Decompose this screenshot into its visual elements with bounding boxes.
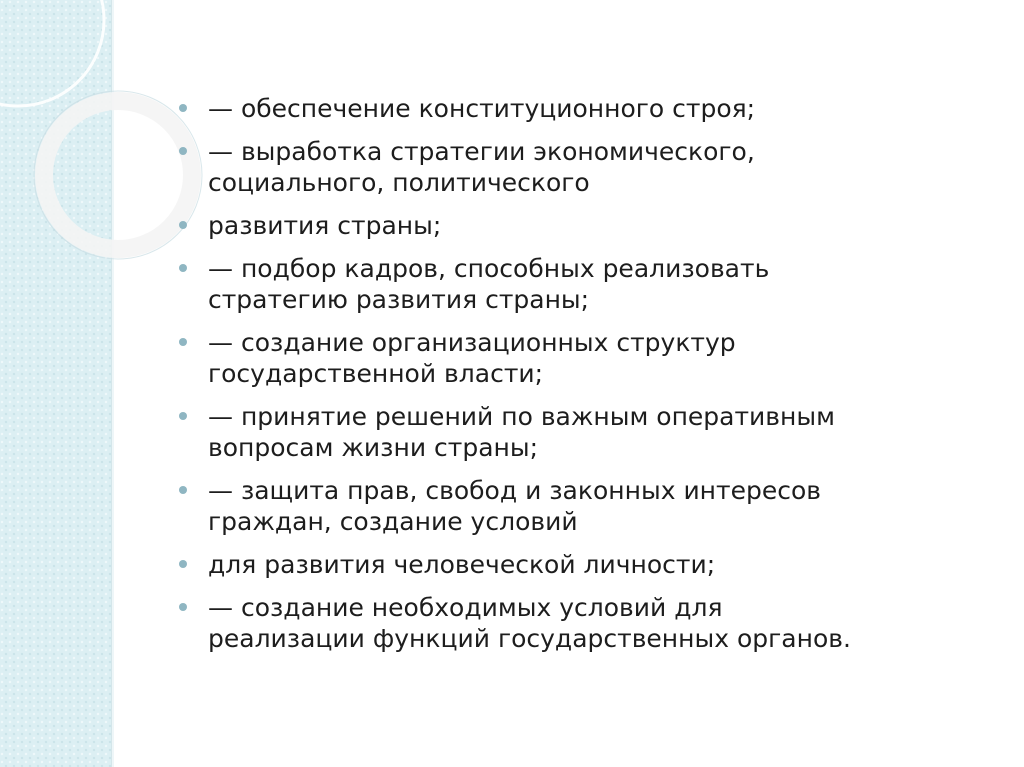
list-item — [170, 475, 990, 537]
bullet-icon — [179, 147, 187, 155]
bullet-icon — [179, 264, 187, 272]
list-item — [170, 93, 990, 124]
bullet-list — [170, 93, 990, 666]
list-item-text: для развития человеческой личности; — [208, 550, 716, 579]
bullet-icon — [179, 104, 187, 112]
list-item — [170, 592, 990, 654]
bullet-icon — [179, 603, 187, 611]
list-item — [170, 210, 990, 241]
bullet-icon — [179, 560, 187, 568]
list-item-text: развития страны; — [208, 211, 442, 240]
list-item — [170, 253, 990, 315]
list-item — [170, 401, 990, 463]
bullet-icon — [179, 412, 187, 420]
list-item-text: — защита прав, свобод и законных интересов граждан, создание условий — [208, 476, 822, 536]
list-item-text: — создание необходимых условий для реализации функций государственных органов. — [208, 593, 851, 653]
side-panel — [0, 0, 111, 767]
bullet-icon — [179, 486, 187, 494]
list-item — [170, 136, 990, 198]
list-item-text: — обеспечение конституционного строя; — [208, 94, 756, 123]
list-item-text: — создание организационных структур государственной власти; — [208, 328, 736, 388]
bullet-icon — [179, 338, 187, 346]
side-panel-edge — [111, 0, 114, 767]
list-item-text: — подбор кадров, способных реализовать стратегию развития страны; — [208, 254, 770, 314]
list-item-text: — принятие решений по важным оперативным вопросам жизни страны; — [208, 402, 835, 462]
list-item — [170, 327, 990, 389]
bullet-icon — [179, 221, 187, 229]
list-item-text: — выработка стратегии экономического, социального, политического — [208, 137, 755, 197]
list-item — [170, 549, 990, 580]
